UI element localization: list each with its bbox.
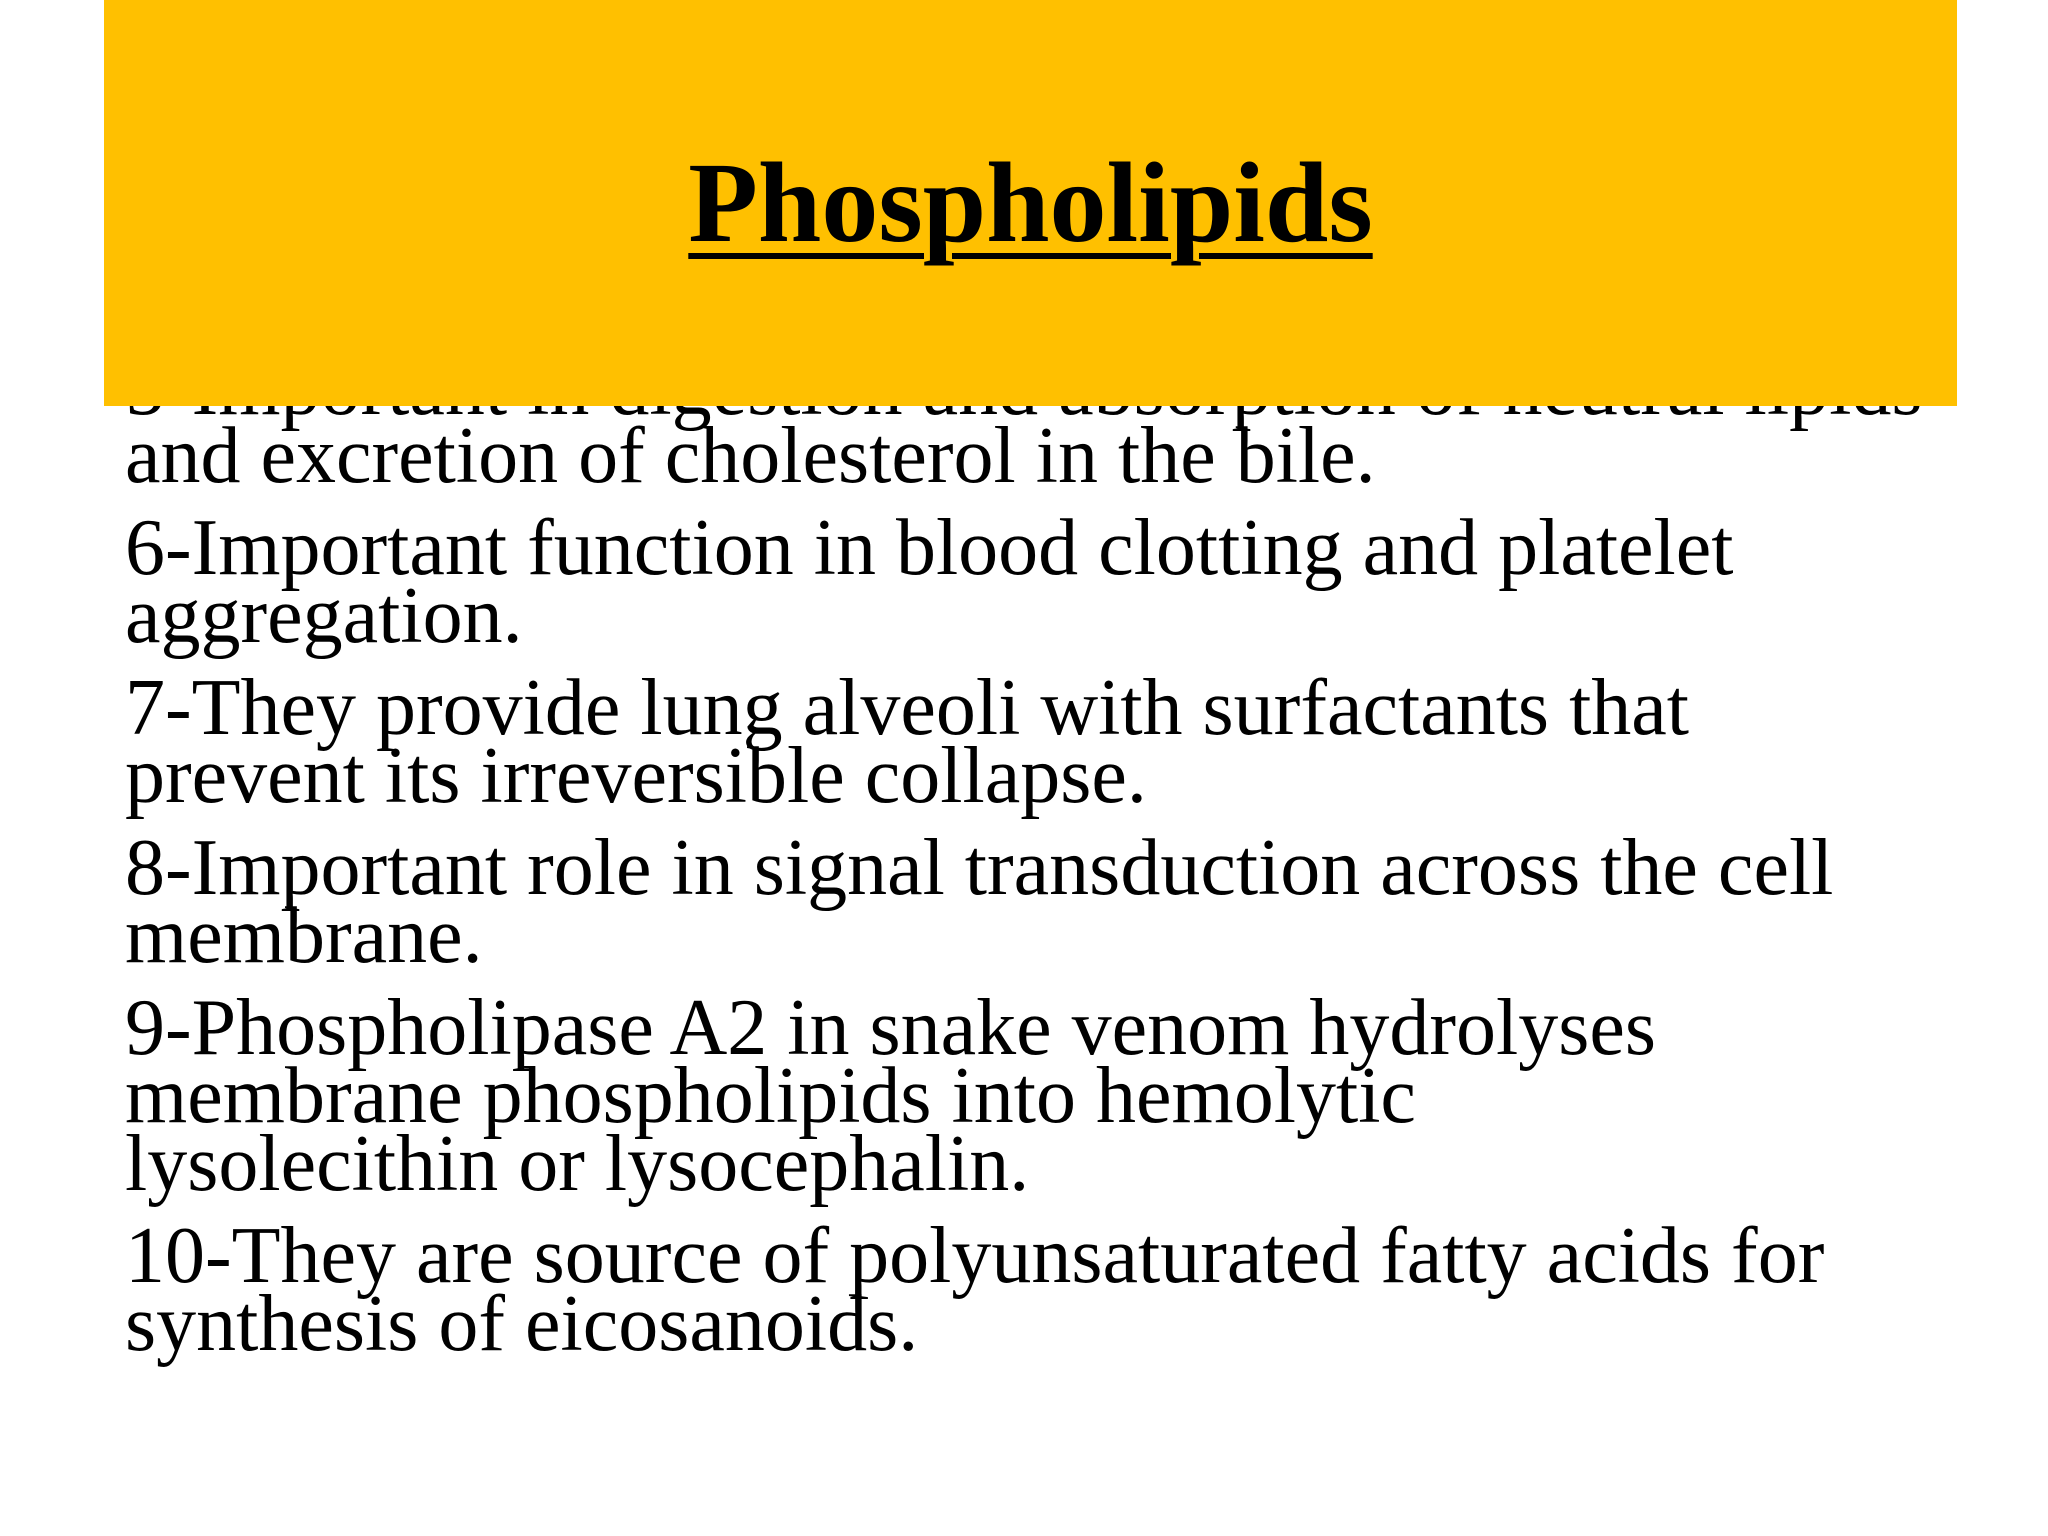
- list-item-line: 8-Important role in signal transduction across the cell: [125, 824, 1834, 912]
- list-item-line: aggregation.: [125, 572, 523, 660]
- list-item-line: lysolecithin or lysocephalin.: [125, 1120, 1030, 1208]
- list-item-line: synthesis of eicosanoids.: [125, 1280, 919, 1368]
- list-item-line: membrane phospholipids into hemolytic: [125, 1052, 1416, 1140]
- list-item-line: 6-Important function in blood clotting and platelet: [125, 504, 1734, 592]
- list-item: [125, 984, 1965, 1208]
- list-item-line: membrane.: [125, 892, 483, 980]
- title-banner: [104, 0, 1957, 406]
- list-item-line: and excretion of cholesterol in the bile.: [125, 412, 1376, 500]
- list-item: [125, 824, 1965, 980]
- list-item-line: 7-They provide lung alveoli with surfactants that: [125, 664, 1690, 752]
- list-item-line: 10-They are source of polyunsaturated fatty acids for: [125, 1212, 1825, 1300]
- list-item: [125, 504, 1965, 660]
- list-item-line: prevent its irreversible collapse.: [125, 732, 1147, 820]
- slide-body: [125, 354, 1965, 1382]
- slide-title: Phospholipids: [688, 139, 1373, 266]
- list-item-line: 9-Phospholipase A2 in snake venom hydrolyses: [125, 984, 1656, 1072]
- list-item: [125, 664, 1965, 820]
- list-item: [125, 1212, 1965, 1368]
